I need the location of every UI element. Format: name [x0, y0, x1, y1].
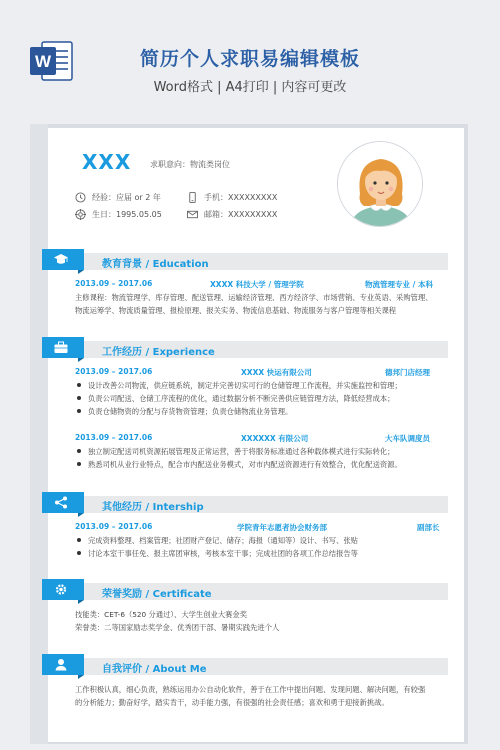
- briefcase-icon: [54, 341, 68, 354]
- job-intent: 求职意向：物流类岗位: [150, 160, 230, 169]
- word-logo-letter: W: [34, 52, 52, 71]
- job-date: 2013.09 – 2017.06: [75, 433, 153, 442]
- awards-content: [75, 608, 437, 634]
- education-major: 物流管理专业 / 本科: [365, 280, 433, 289]
- job-position: 大车队调度员: [385, 434, 430, 443]
- job-duties: [75, 445, 437, 471]
- target-icon: [75, 209, 86, 220]
- job-position: 德邦门店经理: [385, 368, 430, 377]
- sheet-left-strip: [30, 124, 48, 744]
- section-work-header: [48, 341, 448, 358]
- job-date: 2013.09 – 2017.06: [75, 367, 153, 376]
- section-title-education: 教育背景 / Education: [102, 259, 209, 270]
- phone-text: 手机：XXXXXXXXX: [204, 193, 278, 202]
- education-school: XXXX 科技大学 / 管理学院: [210, 280, 304, 289]
- section-awards-header: [48, 583, 448, 600]
- phone-icon: [187, 192, 198, 203]
- about-line-2: 的分析能力；勤奋好学，踏实肯干，动手能力强，有很强的社会责任感；喜欢和勇于迎接新挑战。: [75, 698, 389, 707]
- duty-item: 设计改善公司物流，供应链系统，制定并完善切实可行的仓储管理工作流程，并实施监控和管理；: [75, 379, 437, 392]
- other-duties: [75, 534, 437, 560]
- section-title-awards: 荣誉奖励 / Certificate: [102, 589, 212, 600]
- job-row: [75, 433, 437, 443]
- section-tag: [42, 492, 84, 513]
- other-org: 学院青年志愿者协会财务部: [237, 523, 327, 532]
- gear-icon: [54, 583, 68, 596]
- section-tag: [42, 654, 84, 675]
- duty-item: 讨论本室干事任免、报主席团审核，考核本室干事；完成社团的各项工作总结报告等: [75, 547, 437, 560]
- awards-honors: 荣誉类：二等国家励志奖学金、优秀团干部、暑期实践先进个人: [75, 623, 280, 632]
- section-tag: [42, 249, 84, 270]
- duty-item: 负责仓储物资的分配与存货物资管理；负责仓储物流业务管理。: [75, 405, 437, 418]
- profile-name: XXX: [82, 150, 132, 174]
- courses-line-2: 物流运筹学、物流质量管理、报检原理、报关实务、物流信息基础、物流服务与客户管理等相关课程: [75, 306, 397, 315]
- info-birthday: [75, 209, 162, 220]
- birthday-text: 生日：1995.05.05: [92, 210, 162, 219]
- section-education-header: [48, 253, 448, 270]
- job-company: XXXXXX 有限公司: [241, 434, 309, 443]
- about-content: [75, 683, 437, 709]
- share-icon: [54, 496, 68, 509]
- user-icon: [54, 658, 68, 671]
- awards-skills: 技能类：CET-6（520 分通过）、大学生创业大赛金奖: [75, 610, 248, 619]
- other-date: 2013.09 – 2017.06: [75, 522, 153, 531]
- section-title-about: 自我评价 / About Me: [102, 664, 207, 675]
- graduation-cap-icon: [54, 253, 68, 266]
- job-row: [75, 367, 437, 377]
- info-experience: [75, 192, 161, 203]
- section-title-work: 工作经历 / Experience: [102, 347, 215, 358]
- info-phone: [187, 192, 277, 203]
- education-date: 2013.09 – 2017.06: [75, 279, 153, 288]
- duty-item: 完成资料整理、档案管理；社团财产登记、储存；海报（通知等）设计、书写、张贴: [75, 534, 437, 547]
- avatar-illustration: [338, 142, 423, 227]
- section-tag: [42, 337, 84, 358]
- other-row: [75, 522, 440, 532]
- section-other-header: [48, 496, 448, 513]
- template-header: [0, 0, 500, 118]
- info-email: [187, 209, 277, 220]
- section-tag: [42, 579, 84, 600]
- email-text: 邮箱：XXXXXXXXX: [204, 210, 278, 219]
- section-title-other: 其他经历 / Intership: [102, 502, 204, 513]
- template-subtitle: Word格式 | A4打印 | 内容可更改: [153, 80, 347, 95]
- duty-item: 负责公司配送、仓储工序流程的优化，通过数据分析不断完善供应链管理方法，降低经营成本；: [75, 392, 437, 405]
- mail-icon: [187, 209, 198, 220]
- template-title: 简历个人求职易编辑模板: [139, 48, 360, 70]
- duty-item: 熟悉司机从业行业特点，配合市内配送业务模式，对市内配送资源进行有效整合，优化配送资源。: [75, 458, 437, 471]
- education-row: [75, 279, 437, 289]
- avatar: [337, 141, 423, 227]
- section-about-header: [48, 658, 448, 675]
- job-company: XXXX 快运有限公司: [241, 368, 312, 377]
- courses-line-1: 主修课程：物流管理学、库存管理、配送管理、运输经济管理、西方经济学、市场营销、专业英语、采购管理、: [75, 293, 433, 302]
- education-courses: [75, 291, 437, 317]
- about-line-1: 工作积极认真，细心负责，熟练运用办公自动化软件，善于在工作中提出问题、发现问题、解决问题，有较强: [75, 685, 426, 694]
- duty-item: 独立制定配送司机资源拓展管理及正常运营，善于将服务标准通过各种载体模式进行实际转化；: [75, 445, 437, 458]
- other-position: 副部长: [417, 523, 440, 532]
- job-duties: [75, 379, 437, 418]
- clock-icon: [75, 192, 86, 203]
- experience-text: 经验：应届 or 2 年: [92, 193, 161, 202]
